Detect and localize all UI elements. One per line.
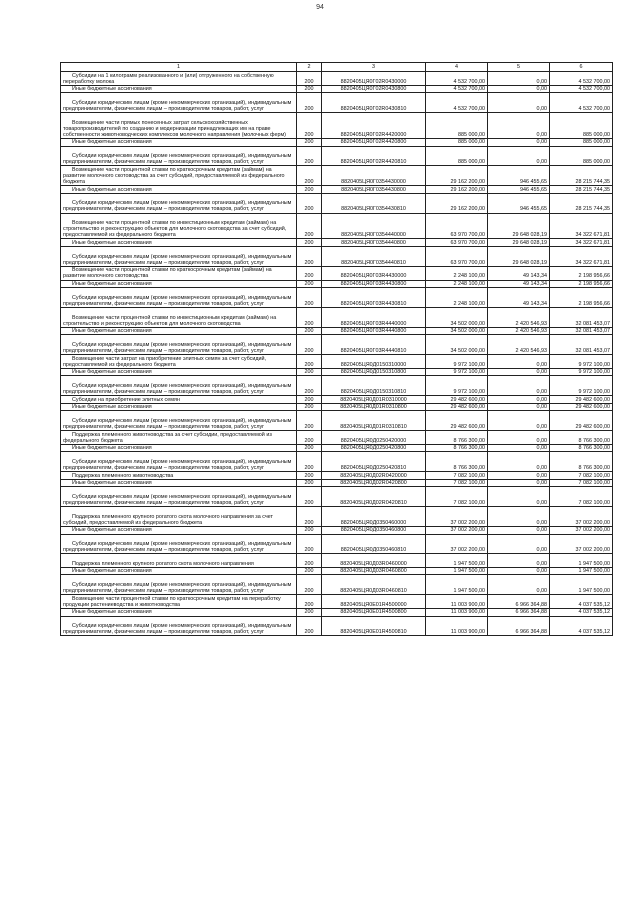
row-section-code-cell: 200 [297, 355, 322, 369]
row-executed-amount-cell: 0,00 [488, 368, 550, 376]
row-remaining-amount-cell: 7 082 100,00 [550, 472, 613, 480]
table-row [61, 431, 613, 445]
row-section-code-cell: 200 [297, 534, 322, 554]
row-name-cell: Субсидии юридическим лицам (кроме некоммерческих организаций), индивидуальным предпринимателям, физическим лицам – производителям товаров, работ, услуг [61, 288, 297, 308]
row-remaining-amount-cell: 34 322 671,81 [550, 213, 613, 239]
row-name-cell: Иные бюджетные ассигнования [61, 608, 297, 616]
row-section-code-cell: 200 [297, 487, 322, 507]
row-name-cell: Возмещение части процентной ставки по краткосрочным кредитам (займам) на развитие молочного скотоводства [61, 266, 297, 280]
row-remaining-amount-cell: 32 081 453,07 [550, 327, 613, 335]
row-name-cell: Субсидии на приобретение элитных семян [61, 396, 297, 404]
row-planned-amount-cell: 34 502 000,00 [426, 307, 488, 327]
row-name-cell: Субсидии на 1 килограмм реализованного и (или) отгруженного на собственную переработку молока [61, 72, 297, 86]
row-planned-amount-cell: 63 970 700,00 [426, 239, 488, 247]
row-name-cell: Поддержка племенного животноводства [61, 472, 297, 480]
row-executed-amount-cell: 0,00 [488, 431, 550, 445]
row-planned-amount-cell: 11 003 900,00 [426, 608, 488, 616]
row-executed-amount-cell: 0,00 [488, 487, 550, 507]
row-planned-amount-cell: 885 000,00 [426, 113, 488, 139]
row-name-cell: Возмещение части процентной ставки по инвестиционным кредитам (займам) на строительство и реконструкцию объектов для молочного скотоводства за счет субсидий, предоставляемой из федерального бюджета [61, 213, 297, 239]
row-remaining-amount-cell: 8 766 300,00 [550, 444, 613, 452]
row-classification-code-cell: 8820405ЦЯ0Г0354440000 [322, 213, 426, 239]
row-remaining-amount-cell: 4 532 700,00 [550, 85, 613, 93]
table-row [61, 288, 613, 308]
table-row [61, 376, 613, 396]
table-row [61, 146, 613, 166]
row-remaining-amount-cell: 4 037 535,12 [550, 608, 613, 616]
row-executed-amount-cell: 0,00 [488, 85, 550, 93]
table-row [61, 567, 613, 575]
row-classification-code-cell: 8820405ЦЯ0Е01R4500800 [322, 608, 426, 616]
row-classification-code-cell: 8820405ЦЯ0Д01R0310000 [322, 396, 426, 404]
row-section-code-cell: 200 [297, 376, 322, 396]
row-remaining-amount-cell: 32 081 453,07 [550, 307, 613, 327]
row-classification-code-cell: 8820405ЦЯ0Д02R0420000 [322, 472, 426, 480]
row-name-cell: Субсидии юридическим лицам (кроме некоммерческих организаций), индивидуальным предпринимателям, физическим лицам – производителям товаров, работ, услуг [61, 616, 297, 636]
column-header-2: 2 [297, 63, 322, 72]
row-classification-code-cell: 8820405ЦЯ0Г0354430800 [322, 186, 426, 194]
table-row [61, 85, 613, 93]
row-name-cell: Иные бюджетные ассигнования [61, 479, 297, 487]
table-row [61, 554, 613, 568]
row-name-cell: Иные бюджетные ассигнования [61, 327, 297, 335]
row-section-code-cell: 200 [297, 280, 322, 288]
table-row [61, 193, 613, 213]
row-remaining-amount-cell: 9 972 100,00 [550, 355, 613, 369]
row-section-code-cell: 200 [297, 193, 322, 213]
row-section-code-cell: 200 [297, 396, 322, 404]
row-planned-amount-cell: 29 482 600,00 [426, 396, 488, 404]
row-planned-amount-cell: 8 766 300,00 [426, 452, 488, 472]
row-remaining-amount-cell: 4 037 535,12 [550, 595, 613, 609]
table-row [61, 327, 613, 335]
table-row [61, 239, 613, 247]
row-name-cell: Поддержка племенного животноводства за счет субсидии, предоставляемой из федерального бюджета [61, 431, 297, 445]
row-section-code-cell: 200 [297, 166, 322, 186]
row-classification-code-cell: 8820405ЦЯ0Г03R4440810 [322, 335, 426, 355]
budget-table [60, 62, 613, 636]
row-name-cell: Возмещение части прямых понесенных затрат сельскохозяйственных товаропроизводителей по созданию и модернизации принадлежащих им на праве собственности животноводческих комплексов молочного направления (молочных ферм) [61, 113, 297, 139]
row-classification-code-cell: 8820405ЦЯ0Д0250420000 [322, 431, 426, 445]
row-executed-amount-cell: 0,00 [488, 444, 550, 452]
row-name-cell: Иные бюджетные ассигнования [61, 138, 297, 146]
row-executed-amount-cell: 0,00 [488, 113, 550, 139]
row-name-cell: Иные бюджетные ассигнования [61, 526, 297, 534]
row-section-code-cell: 200 [297, 431, 322, 445]
row-planned-amount-cell: 8 766 300,00 [426, 444, 488, 452]
row-planned-amount-cell: 29 162 200,00 [426, 193, 488, 213]
row-classification-code-cell: 8820405ЦЯ0Д03R0460810 [322, 575, 426, 595]
table-row [61, 595, 613, 609]
row-planned-amount-cell: 11 003 900,00 [426, 595, 488, 609]
row-section-code-cell: 200 [297, 247, 322, 267]
row-section-code-cell: 200 [297, 213, 322, 239]
row-classification-code-cell: 8820405ЦЯ0Г0354430810 [322, 193, 426, 213]
row-remaining-amount-cell: 885 000,00 [550, 113, 613, 139]
row-planned-amount-cell: 34 502 000,00 [426, 327, 488, 335]
row-name-cell: Иные бюджетные ассигнования [61, 239, 297, 247]
row-name-cell: Субсидии юридическим лицам (кроме некоммерческих организаций), индивидуальным предпринимателям, физическим лицам – производителям товаров, работ, услуг [61, 376, 297, 396]
row-remaining-amount-cell: 885 000,00 [550, 146, 613, 166]
row-section-code-cell: 200 [297, 472, 322, 480]
row-executed-amount-cell: 0,00 [488, 472, 550, 480]
row-remaining-amount-cell: 7 082 100,00 [550, 487, 613, 507]
row-executed-amount-cell: 0,00 [488, 526, 550, 534]
table-row [61, 575, 613, 595]
row-section-code-cell: 200 [297, 368, 322, 376]
row-section-code-cell: 200 [297, 146, 322, 166]
table-row [61, 608, 613, 616]
table-row [61, 113, 613, 139]
row-executed-amount-cell: 0,00 [488, 355, 550, 369]
row-classification-code-cell: 8820405ЦЯ0Д01R0310810 [322, 411, 426, 431]
row-remaining-amount-cell: 885 000,00 [550, 138, 613, 146]
row-remaining-amount-cell: 2 198 956,66 [550, 288, 613, 308]
row-section-code-cell: 200 [297, 335, 322, 355]
table-row [61, 411, 613, 431]
row-executed-amount-cell: 2 420 546,93 [488, 335, 550, 355]
row-classification-code-cell: 8820405ЦЯ0Д03R0460800 [322, 567, 426, 575]
row-executed-amount-cell: 0,00 [488, 72, 550, 86]
row-planned-amount-cell: 9 972 100,00 [426, 355, 488, 369]
row-executed-amount-cell: 49 143,34 [488, 266, 550, 280]
row-remaining-amount-cell: 29 482 600,00 [550, 403, 613, 411]
row-planned-amount-cell: 37 002 200,00 [426, 526, 488, 534]
row-classification-code-cell: 8820405ЦЯ0Д03R0460000 [322, 554, 426, 568]
table-row [61, 166, 613, 186]
row-planned-amount-cell: 37 002 200,00 [426, 507, 488, 527]
row-planned-amount-cell: 29 482 600,00 [426, 403, 488, 411]
row-planned-amount-cell: 7 082 100,00 [426, 479, 488, 487]
row-name-cell: Возмещение части процентной ставки по инвестиционным кредитам (займам) на строительство и реконструкцию объектов для молочного скотоводства [61, 307, 297, 327]
table-row [61, 355, 613, 369]
row-classification-code-cell: 8820405ЦЯ0Г02R0430810 [322, 93, 426, 113]
row-remaining-amount-cell: 1 947 500,00 [550, 575, 613, 595]
row-executed-amount-cell: 0,00 [488, 479, 550, 487]
row-executed-amount-cell: 0,00 [488, 507, 550, 527]
row-executed-amount-cell: 6 966 364,88 [488, 595, 550, 609]
row-classification-code-cell: 8820405ЦЯ0Г0354430000 [322, 166, 426, 186]
row-planned-amount-cell: 37 002 200,00 [426, 534, 488, 554]
row-executed-amount-cell: 49 143,34 [488, 288, 550, 308]
row-name-cell: Субсидии юридическим лицам (кроме некоммерческих организаций), индивидуальным предпринимателям, физическим лицам – производителям товаров, работ, услуг [61, 487, 297, 507]
row-executed-amount-cell: 0,00 [488, 452, 550, 472]
row-planned-amount-cell: 63 970 700,00 [426, 213, 488, 239]
row-remaining-amount-cell: 4 037 535,12 [550, 616, 613, 636]
row-remaining-amount-cell: 8 766 300,00 [550, 452, 613, 472]
column-header-4: 4 [426, 63, 488, 72]
row-name-cell: Субсидии юридическим лицам (кроме некоммерческих организаций), индивидуальным предпринимателям, физическим лицам – производителям товаров, работ, услуг [61, 534, 297, 554]
row-planned-amount-cell: 1 947 500,00 [426, 575, 488, 595]
row-classification-code-cell: 8820405ЦЯ0Г03R4440800 [322, 327, 426, 335]
row-executed-amount-cell: 29 648 028,19 [488, 213, 550, 239]
row-name-cell: Субсидии юридическим лицам (кроме некоммерческих организаций), индивидуальным предпринимателям, физическим лицам – производителям товаров, работ, услуг [61, 247, 297, 267]
row-remaining-amount-cell: 1 947 500,00 [550, 567, 613, 575]
table-row [61, 452, 613, 472]
row-remaining-amount-cell: 28 215 744,35 [550, 186, 613, 194]
row-name-cell: Субсидии юридическим лицам (кроме некоммерческих организаций), индивидуальным предпринимателям, физическим лицам – производителям товаров, работ, услуг [61, 411, 297, 431]
table-row [61, 479, 613, 487]
row-remaining-amount-cell: 37 002 200,00 [550, 507, 613, 527]
row-section-code-cell: 200 [297, 72, 322, 86]
row-remaining-amount-cell: 29 482 600,00 [550, 411, 613, 431]
page-number: 94 [316, 4, 324, 11]
row-remaining-amount-cell: 4 532 700,00 [550, 93, 613, 113]
table-row [61, 472, 613, 480]
row-remaining-amount-cell: 28 215 744,35 [550, 193, 613, 213]
row-planned-amount-cell: 2 248 100,00 [426, 288, 488, 308]
column-header-6: 6 [550, 63, 613, 72]
row-executed-amount-cell: 0,00 [488, 567, 550, 575]
row-planned-amount-cell: 4 532 700,00 [426, 93, 488, 113]
row-section-code-cell: 200 [297, 575, 322, 595]
row-name-cell: Возмещение части процентной ставки по краткосрочным кредитам (займам) на развитие молочного скотоводства за счет субсидий, предоставляемой из федерального бюджета [61, 166, 297, 186]
row-remaining-amount-cell: 9 972 100,00 [550, 368, 613, 376]
table-row [61, 266, 613, 280]
row-executed-amount-cell: 946 455,65 [488, 193, 550, 213]
row-classification-code-cell: 8820405ЦЯ0Д0150310810 [322, 376, 426, 396]
row-remaining-amount-cell: 2 198 956,66 [550, 266, 613, 280]
row-classification-code-cell: 8820405ЦЯ0Г03R4430810 [322, 288, 426, 308]
table-row [61, 247, 613, 267]
row-planned-amount-cell: 29 482 600,00 [426, 411, 488, 431]
row-planned-amount-cell: 4 532 700,00 [426, 85, 488, 93]
row-classification-code-cell: 8820405ЦЯ0Г03R4430800 [322, 280, 426, 288]
table-row [61, 335, 613, 355]
row-classification-code-cell: 8820405ЦЯ0Г03R4440000 [322, 307, 426, 327]
row-planned-amount-cell: 1 947 500,00 [426, 554, 488, 568]
table-row [61, 368, 613, 376]
row-section-code-cell: 200 [297, 266, 322, 280]
row-section-code-cell: 200 [297, 327, 322, 335]
row-section-code-cell: 200 [297, 479, 322, 487]
table-row [61, 280, 613, 288]
row-name-cell: Иные бюджетные ассигнования [61, 368, 297, 376]
row-classification-code-cell: 8820405ЦЯ0Г02R0430800 [322, 85, 426, 93]
row-classification-code-cell: 8820405ЦЯ0Г02R0430000 [322, 72, 426, 86]
row-name-cell: Иные бюджетные ассигнования [61, 280, 297, 288]
table-row [61, 444, 613, 452]
row-planned-amount-cell: 885 000,00 [426, 138, 488, 146]
row-name-cell: Возмещение части затрат на приобретение элитных семян за счет субсидий, предоставляемой из федерального бюджета [61, 355, 297, 369]
row-remaining-amount-cell: 1 947 500,00 [550, 554, 613, 568]
table-row [61, 93, 613, 113]
table-body [61, 72, 613, 636]
row-remaining-amount-cell: 7 082 100,00 [550, 479, 613, 487]
row-classification-code-cell: 8820405ЦЯ0Г0354440810 [322, 247, 426, 267]
row-classification-code-cell: 8820405ЦЯ0Д0350460810 [322, 534, 426, 554]
row-executed-amount-cell: 0,00 [488, 396, 550, 404]
row-classification-code-cell: 8820405ЦЯ0Г02R4420800 [322, 138, 426, 146]
table-row [61, 138, 613, 146]
row-remaining-amount-cell: 28 215 744,35 [550, 166, 613, 186]
row-remaining-amount-cell: 32 081 453,07 [550, 335, 613, 355]
row-remaining-amount-cell: 34 322 671,81 [550, 239, 613, 247]
row-section-code-cell: 200 [297, 85, 322, 93]
row-remaining-amount-cell: 37 002 200,00 [550, 526, 613, 534]
column-header-1: 1 [61, 63, 297, 72]
table-row [61, 213, 613, 239]
row-planned-amount-cell: 9 972 100,00 [426, 368, 488, 376]
row-section-code-cell: 200 [297, 307, 322, 327]
row-name-cell: Поддержка племенного крупного рогатого скота молочного направления [61, 554, 297, 568]
row-classification-code-cell: 8820405ЦЯ0Д02R0420800 [322, 479, 426, 487]
row-planned-amount-cell: 29 162 200,00 [426, 166, 488, 186]
row-executed-amount-cell: 0,00 [488, 411, 550, 431]
table-row [61, 396, 613, 404]
row-executed-amount-cell: 6 966 364,88 [488, 608, 550, 616]
row-executed-amount-cell: 0,00 [488, 575, 550, 595]
row-executed-amount-cell: 0,00 [488, 376, 550, 396]
row-executed-amount-cell: 946 455,65 [488, 186, 550, 194]
row-planned-amount-cell: 63 970 700,00 [426, 247, 488, 267]
column-header-5: 5 [488, 63, 550, 72]
row-classification-code-cell: 8820405ЦЯ0Д0150310000 [322, 355, 426, 369]
row-classification-code-cell: 8820405ЦЯ0Е01R4500000 [322, 595, 426, 609]
row-planned-amount-cell: 1 947 500,00 [426, 567, 488, 575]
row-classification-code-cell: 8820405ЦЯ0Д02R0420810 [322, 487, 426, 507]
row-section-code-cell: 200 [297, 403, 322, 411]
row-executed-amount-cell: 0,00 [488, 138, 550, 146]
table-row [61, 403, 613, 411]
row-name-cell: Иные бюджетные ассигнования [61, 403, 297, 411]
row-classification-code-cell: 8820405ЦЯ0Д01R0310800 [322, 403, 426, 411]
row-section-code-cell: 200 [297, 507, 322, 527]
row-executed-amount-cell: 946 455,65 [488, 166, 550, 186]
row-name-cell: Субсидии юридическим лицам (кроме некоммерческих организаций), индивидуальным предпринимателям, физическим лицам – производителям товаров, работ, услуг [61, 93, 297, 113]
row-executed-amount-cell: 2 420 546,93 [488, 327, 550, 335]
row-executed-amount-cell: 0,00 [488, 146, 550, 166]
row-section-code-cell: 200 [297, 608, 322, 616]
row-classification-code-cell: 8820405ЦЯ0Д0250420800 [322, 444, 426, 452]
row-executed-amount-cell: 0,00 [488, 554, 550, 568]
row-section-code-cell: 200 [297, 93, 322, 113]
row-planned-amount-cell: 8 766 300,00 [426, 431, 488, 445]
row-planned-amount-cell: 2 248 100,00 [426, 266, 488, 280]
row-executed-amount-cell: 29 648 028,19 [488, 239, 550, 247]
row-section-code-cell: 200 [297, 138, 322, 146]
row-planned-amount-cell: 2 248 100,00 [426, 280, 488, 288]
row-section-code-cell: 200 [297, 595, 322, 609]
row-executed-amount-cell: 29 648 028,19 [488, 247, 550, 267]
row-executed-amount-cell: 0,00 [488, 534, 550, 554]
row-name-cell: Иные бюджетные ассигнования [61, 567, 297, 575]
row-section-code-cell: 200 [297, 452, 322, 472]
row-name-cell: Иные бюджетные ассигнования [61, 85, 297, 93]
row-section-code-cell: 200 [297, 186, 322, 194]
table-row [61, 526, 613, 534]
row-section-code-cell: 200 [297, 113, 322, 139]
row-name-cell: Субсидии юридическим лицам (кроме некоммерческих организаций), индивидуальным предпринимателям, физическим лицам – производителям товаров, работ, услуг [61, 335, 297, 355]
row-classification-code-cell: 8820405ЦЯ0Е01R4500810 [322, 616, 426, 636]
table-row [61, 616, 613, 636]
row-section-code-cell: 200 [297, 288, 322, 308]
row-classification-code-cell: 8820405ЦЯ0Д0250420810 [322, 452, 426, 472]
row-classification-code-cell: 8820405ЦЯ0Д0150310800 [322, 368, 426, 376]
row-remaining-amount-cell: 2 198 956,66 [550, 280, 613, 288]
row-classification-code-cell: 8820405ЦЯ0Д0350460000 [322, 507, 426, 527]
table-row [61, 307, 613, 327]
column-header-3: 3 [322, 63, 426, 72]
row-executed-amount-cell: 49 143,34 [488, 280, 550, 288]
row-section-code-cell: 200 [297, 444, 322, 452]
row-planned-amount-cell: 11 003 900,00 [426, 616, 488, 636]
row-name-cell: Субсидии юридическим лицам (кроме некоммерческих организаций), индивидуальным предпринимателям, физическим лицам – производителям товаров, работ, услуг [61, 146, 297, 166]
table-header-row [61, 63, 613, 72]
row-planned-amount-cell: 9 972 100,00 [426, 376, 488, 396]
table-row [61, 487, 613, 507]
row-executed-amount-cell: 2 420 546,93 [488, 307, 550, 327]
row-name-cell: Иные бюджетные ассигнования [61, 444, 297, 452]
row-section-code-cell: 200 [297, 616, 322, 636]
row-planned-amount-cell: 29 162 200,00 [426, 186, 488, 194]
row-name-cell: Возмещение части процентной ставки по краткосрочным кредитам на переработку продукции растениеводства и животноводства [61, 595, 297, 609]
row-name-cell: Субсидии юридическим лицам (кроме некоммерческих организаций), индивидуальным предпринимателям, физическим лицам – производителям товаров, работ, услуг [61, 193, 297, 213]
table-row [61, 507, 613, 527]
row-section-code-cell: 200 [297, 239, 322, 247]
row-remaining-amount-cell: 34 322 671,81 [550, 247, 613, 267]
row-remaining-amount-cell: 37 002 200,00 [550, 534, 613, 554]
row-name-cell: Иные бюджетные ассигнования [61, 186, 297, 194]
row-section-code-cell: 200 [297, 411, 322, 431]
row-name-cell: Субсидии юридическим лицам (кроме некоммерческих организаций), индивидуальным предпринимателям, физическим лицам – производителям товаров, работ, услуг [61, 575, 297, 595]
row-section-code-cell: 200 [297, 554, 322, 568]
row-planned-amount-cell: 7 082 100,00 [426, 472, 488, 480]
table-row [61, 72, 613, 86]
row-name-cell: Поддержка племенного крупного рогатого скота молочного направления за счет субсидий, предоставляемой из федерального бюджета [61, 507, 297, 527]
row-classification-code-cell: 8820405ЦЯ0Г02R4420810 [322, 146, 426, 166]
table-row [61, 186, 613, 194]
row-classification-code-cell: 8820405ЦЯ0Г02R4420000 [322, 113, 426, 139]
row-classification-code-cell: 8820405ЦЯ0Г0354440800 [322, 239, 426, 247]
row-remaining-amount-cell: 4 532 700,00 [550, 72, 613, 86]
row-planned-amount-cell: 7 082 100,00 [426, 487, 488, 507]
row-executed-amount-cell: 0,00 [488, 93, 550, 113]
row-section-code-cell: 200 [297, 526, 322, 534]
row-planned-amount-cell: 885 000,00 [426, 146, 488, 166]
row-classification-code-cell: 8820405ЦЯ0Д0350460800 [322, 526, 426, 534]
row-executed-amount-cell: 0,00 [488, 403, 550, 411]
row-section-code-cell: 200 [297, 567, 322, 575]
table-row [61, 534, 613, 554]
row-classification-code-cell: 8820405ЦЯ0Г03R4430000 [322, 266, 426, 280]
row-remaining-amount-cell: 9 972 100,00 [550, 376, 613, 396]
row-remaining-amount-cell: 8 766 300,00 [550, 431, 613, 445]
row-name-cell: Субсидии юридическим лицам (кроме некоммерческих организаций), индивидуальным предпринимателям, физическим лицам – производителям товаров, работ, услуг [61, 452, 297, 472]
row-remaining-amount-cell: 29 482 600,00 [550, 396, 613, 404]
row-planned-amount-cell: 4 532 700,00 [426, 72, 488, 86]
row-planned-amount-cell: 34 502 000,00 [426, 335, 488, 355]
row-executed-amount-cell: 6 966 364,88 [488, 616, 550, 636]
